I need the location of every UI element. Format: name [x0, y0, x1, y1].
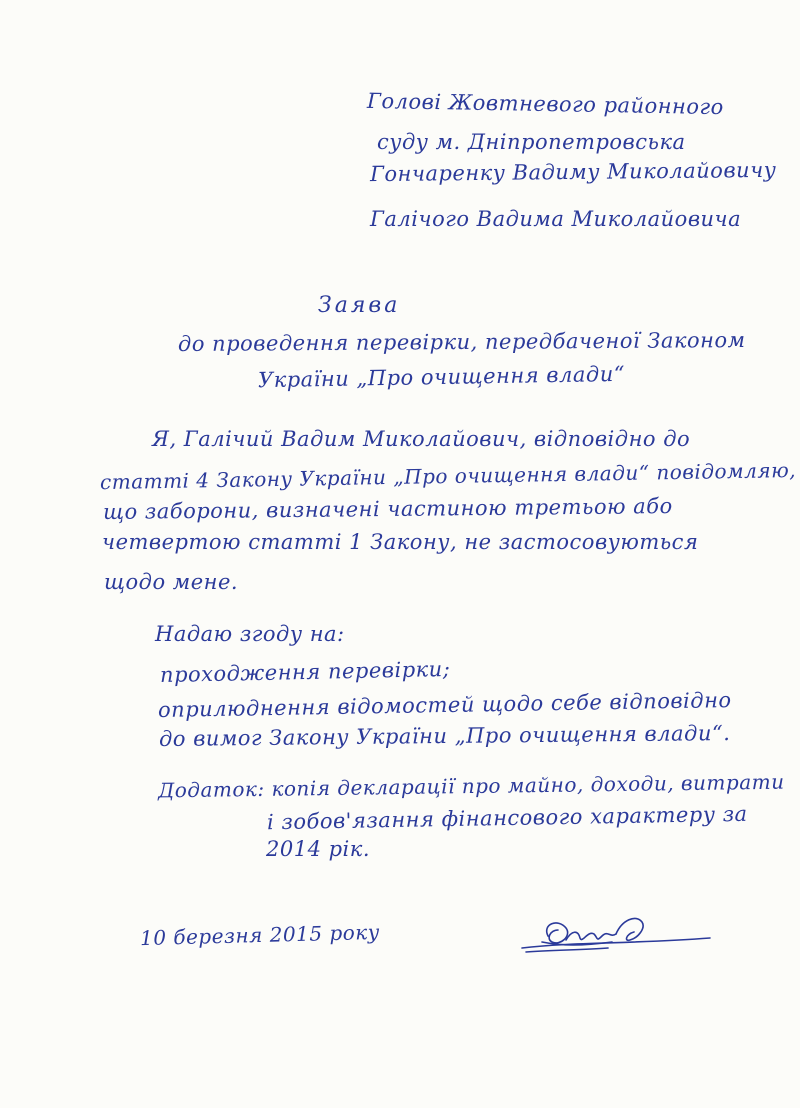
- consent-heading: Надаю згоду на:: [155, 622, 345, 646]
- document-date: 10 березня 2015 року: [139, 919, 381, 951]
- applicant-name: Галічого Вадима Миколайовича: [370, 207, 742, 231]
- consent-item-2: оприлюднення відомостей щодо себе відповідно: [157, 687, 732, 723]
- document-subtitle-line-1: до проведення перевірки, передбаченої Законом: [177, 328, 746, 356]
- body-line-2: статті 4 Закону України „Про очищення влади“ повідомляю,: [99, 457, 797, 495]
- signature-mark: [512, 906, 712, 964]
- attachment-line-1: Додаток: копія декларації про майно, доходи, витрати: [157, 769, 785, 803]
- consent-item-1: проходження перевірки;: [159, 656, 451, 688]
- addressee-line-3: Гончаренку Вадиму Миколайовичу: [369, 157, 777, 187]
- attachment-line-2: і зобов'язання фінансового характеру за: [266, 801, 748, 835]
- document-title: Заява: [318, 293, 401, 318]
- consent-item-2-cont: до вимог Закону України „Про очищення влади“.: [158, 721, 731, 751]
- body-line-3: що заборони, визначені частиною третьою або: [102, 494, 673, 524]
- addressee-line-2: суду м. Дніпропетровська: [377, 130, 686, 154]
- body-line-4: четвертою статті 1 Закону, не застосовуються: [102, 530, 699, 554]
- addressee-line-1: Голові Жовтневого районного: [366, 88, 725, 120]
- body-line-1: Я, Галічий Вадим Миколайович, відповідно до: [152, 427, 691, 451]
- attachment-line-3: 2014 рік.: [266, 837, 370, 861]
- document-subtitle-line-2: України „Про очищення влади“: [257, 361, 626, 393]
- body-line-5: щодо мене.: [104, 570, 239, 594]
